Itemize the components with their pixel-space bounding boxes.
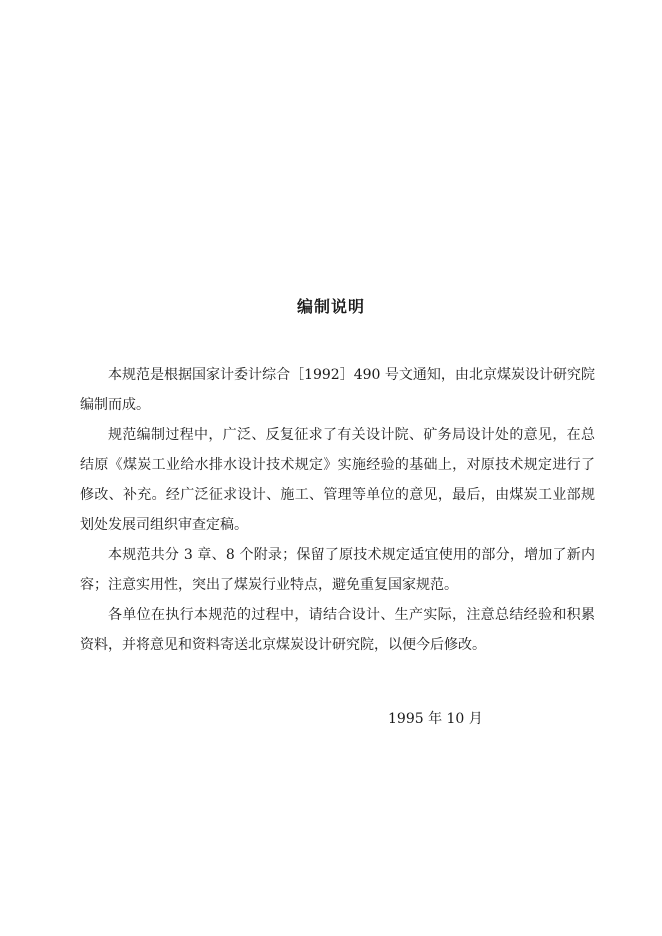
paragraph-1: 本规范是根据国家计委计综合［1992］490 号文通知，由北京煤炭设计研究院编制而成。 <box>80 367 595 413</box>
date-line: 1995 年 10 月 <box>388 711 483 727</box>
paragraph-3: 本规范共分 3 章、8 个附录；保留了原技术规定适宜使用的部分，增加了新内容；注意实用性，突出了煤炭行业特点，避免重复国家规范。 <box>80 547 595 593</box>
page-title: 编制说明 <box>296 297 365 316</box>
paragraph-2: 规范编制过程中，广泛、反复征求了有关设计院、矿务局设计处的意见，在总结原《煤炭工业给水排水设计技术规定》实施经验的基础上，对原技术规定进行了修改、补充。经广泛征求设计、施工、管理等单位的意见，最后，由煤炭工业部规划处发展司组织审查定稿。 <box>80 427 595 533</box>
body-text <box>80 360 595 660</box>
paragraph-4: 各单位在执行本规范的过程中，请结合设计、生产实际，注意总结经验和积累资料，并将意见和资料寄送北京煤炭设计研究院，以便今后修改。 <box>80 607 595 653</box>
